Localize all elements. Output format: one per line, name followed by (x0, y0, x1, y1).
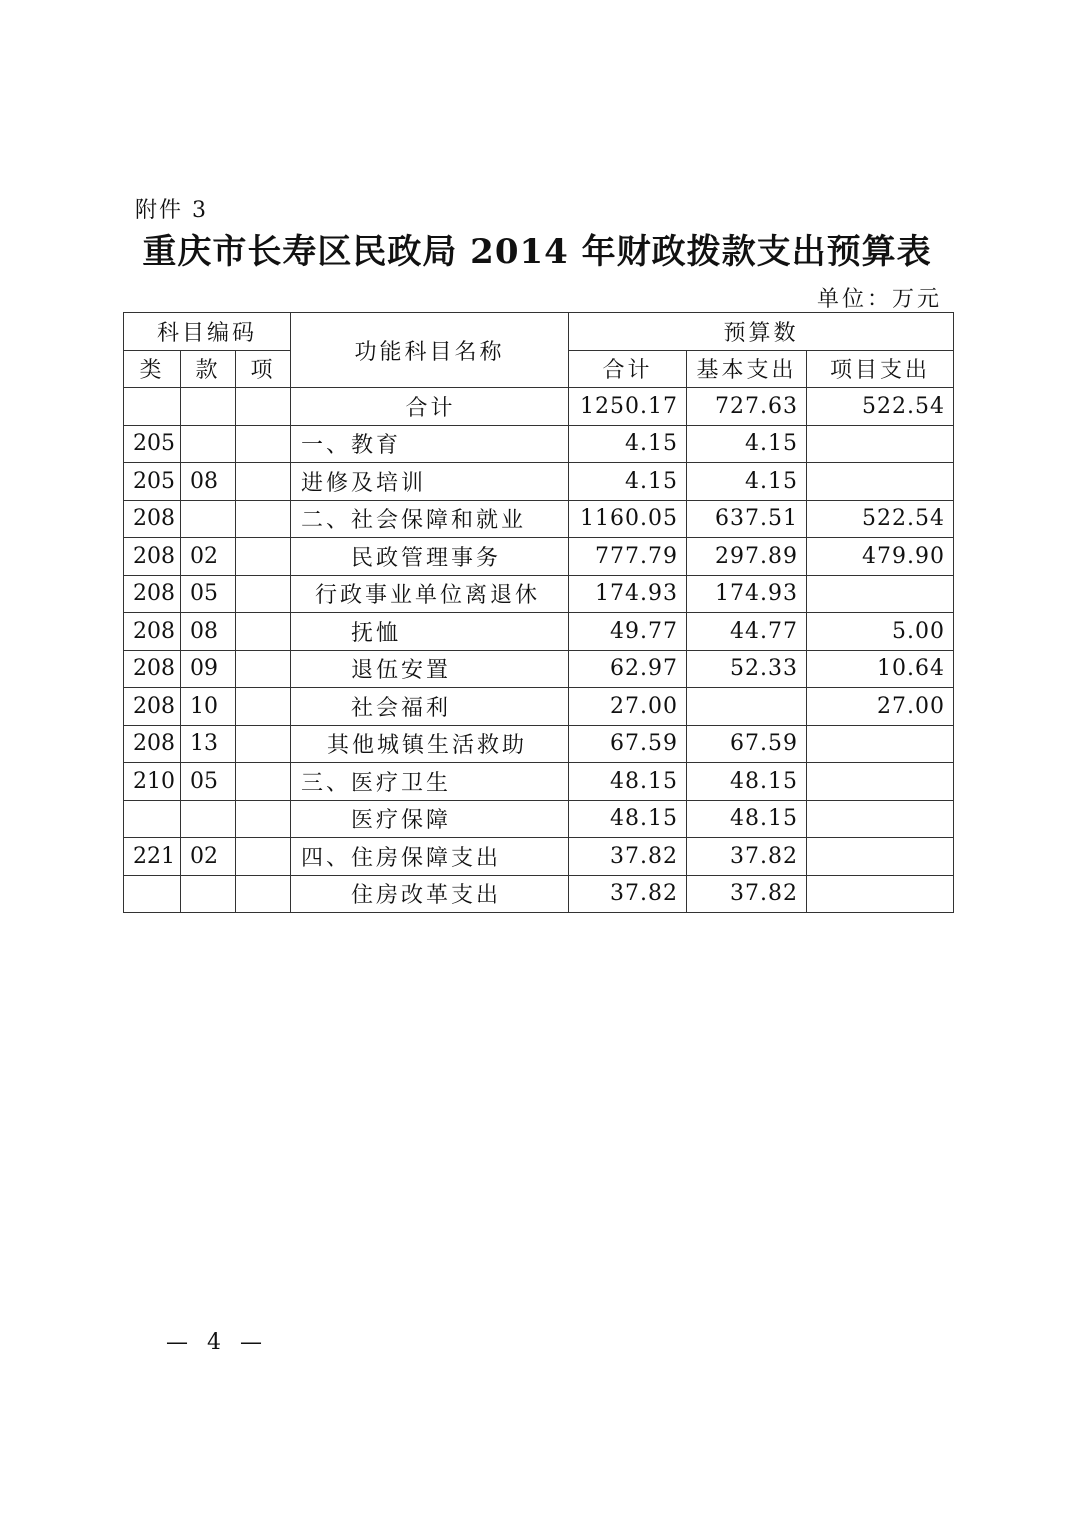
cell-project: 10.64 (807, 650, 954, 688)
cell-total: 67.59 (569, 725, 687, 763)
cell-basic: 727.63 (687, 388, 807, 426)
cell-kuan: 08 (181, 463, 236, 501)
cell-basic: 37.82 (687, 838, 807, 876)
cell-project (807, 763, 954, 801)
table-row (124, 763, 954, 801)
cell-total: 62.97 (569, 650, 687, 688)
cell-kuan: 13 (181, 725, 236, 763)
cell-total: 777.79 (569, 538, 687, 576)
cell-project (807, 425, 954, 463)
cell-basic: 52.33 (687, 650, 807, 688)
cell-project (807, 575, 954, 613)
header-kuan: 款 (181, 350, 236, 388)
cell-project (807, 800, 954, 838)
cell-basic: 37.82 (687, 875, 807, 913)
cell-xiang (236, 800, 291, 838)
cell-lei: 208 (124, 725, 181, 763)
cell-project (807, 875, 954, 913)
cell-name: 合计 (291, 388, 569, 426)
cell-total: 49.77 (569, 613, 687, 651)
table-row (124, 688, 954, 726)
cell-name: 其他城镇生活救助 (291, 725, 569, 763)
cell-name: 进修及培训 (291, 463, 569, 501)
cell-lei: 205 (124, 425, 181, 463)
document-title: 重庆市长寿区民政局 2014 年财政拨款支出预算表 (142, 232, 932, 272)
cell-kuan: 02 (181, 838, 236, 876)
cell-project: 522.54 (807, 388, 954, 426)
table-row (124, 500, 954, 538)
table-row (124, 875, 954, 913)
cell-kuan (181, 388, 236, 426)
unit-label: 单位：万元 (816, 287, 942, 312)
cell-kuan: 08 (181, 613, 236, 651)
header-code-group: 科目编码 (124, 313, 291, 351)
cell-xiang (236, 425, 291, 463)
page-number: — 4 — (166, 1330, 268, 1355)
cell-project (807, 463, 954, 501)
cell-xiang (236, 688, 291, 726)
cell-xiang (236, 650, 291, 688)
cell-basic: 174.93 (687, 575, 807, 613)
cell-xiang (236, 875, 291, 913)
cell-kuan (181, 500, 236, 538)
cell-kuan: 02 (181, 538, 236, 576)
cell-lei (124, 875, 181, 913)
cell-lei: 208 (124, 575, 181, 613)
attachment-label: 附件 3 (135, 198, 208, 223)
table-row (124, 425, 954, 463)
cell-project: 5.00 (807, 613, 954, 651)
cell-name: 住房改革支出 (291, 875, 569, 913)
cell-xiang (236, 763, 291, 801)
cell-total: 27.00 (569, 688, 687, 726)
table-row (124, 575, 954, 613)
cell-basic: 44.77 (687, 613, 807, 651)
cell-xiang (236, 538, 291, 576)
cell-kuan: 05 (181, 575, 236, 613)
cell-project (807, 838, 954, 876)
table-row (124, 650, 954, 688)
cell-total: 48.15 (569, 800, 687, 838)
cell-kuan: 09 (181, 650, 236, 688)
cell-xiang (236, 838, 291, 876)
header-lei: 类 (124, 350, 181, 388)
cell-lei: 208 (124, 650, 181, 688)
table-row (124, 388, 954, 426)
cell-lei: 210 (124, 763, 181, 801)
cell-total: 1160.05 (569, 500, 687, 538)
header-budget-group: 预算数 (569, 313, 954, 351)
cell-total: 48.15 (569, 763, 687, 801)
table-row (124, 463, 954, 501)
cell-lei: 208 (124, 500, 181, 538)
cell-xiang (236, 500, 291, 538)
cell-basic (687, 688, 807, 726)
header-xiang: 项 (236, 350, 291, 388)
table-row (124, 800, 954, 838)
cell-name: 行政事业单位离退休 (291, 575, 569, 613)
cell-lei: 208 (124, 538, 181, 576)
cell-total: 1250.17 (569, 388, 687, 426)
header-row-1 (124, 313, 954, 351)
cell-xiang (236, 575, 291, 613)
cell-name: 社会福利 (291, 688, 569, 726)
table-row (124, 613, 954, 651)
cell-xiang (236, 613, 291, 651)
table-row (124, 725, 954, 763)
cell-name: 三、医疗卫生 (291, 763, 569, 801)
cell-lei (124, 800, 181, 838)
cell-total: 37.82 (569, 838, 687, 876)
cell-kuan (181, 875, 236, 913)
cell-xiang (236, 725, 291, 763)
cell-project (807, 725, 954, 763)
cell-total: 4.15 (569, 463, 687, 501)
cell-kuan: 10 (181, 688, 236, 726)
header-total: 合计 (569, 350, 687, 388)
cell-total: 174.93 (569, 575, 687, 613)
cell-project: 522.54 (807, 500, 954, 538)
cell-name: 医疗保障 (291, 800, 569, 838)
cell-name: 一、教育 (291, 425, 569, 463)
cell-name: 抚恤 (291, 613, 569, 651)
cell-name: 二、社会保障和就业 (291, 500, 569, 538)
budget-table (123, 312, 954, 913)
cell-kuan (181, 800, 236, 838)
cell-total: 37.82 (569, 875, 687, 913)
cell-xiang (236, 463, 291, 501)
cell-basic: 4.15 (687, 425, 807, 463)
header-function-name: 功能科目名称 (291, 313, 569, 388)
cell-name: 退伍安置 (291, 650, 569, 688)
cell-lei: 208 (124, 613, 181, 651)
table-row (124, 538, 954, 576)
cell-basic: 67.59 (687, 725, 807, 763)
cell-xiang (236, 388, 291, 426)
cell-basic: 4.15 (687, 463, 807, 501)
cell-total: 4.15 (569, 425, 687, 463)
cell-basic: 637.51 (687, 500, 807, 538)
cell-project: 479.90 (807, 538, 954, 576)
cell-name: 民政管理事务 (291, 538, 569, 576)
cell-lei: 208 (124, 688, 181, 726)
cell-basic: 297.89 (687, 538, 807, 576)
cell-kuan (181, 425, 236, 463)
table-row (124, 838, 954, 876)
cell-basic: 48.15 (687, 800, 807, 838)
cell-lei: 221 (124, 838, 181, 876)
header-basic: 基本支出 (687, 350, 807, 388)
cell-lei: 205 (124, 463, 181, 501)
cell-kuan: 05 (181, 763, 236, 801)
cell-project: 27.00 (807, 688, 954, 726)
cell-name: 四、住房保障支出 (291, 838, 569, 876)
cell-basic: 48.15 (687, 763, 807, 801)
cell-lei (124, 388, 181, 426)
header-project: 项目支出 (807, 350, 954, 388)
